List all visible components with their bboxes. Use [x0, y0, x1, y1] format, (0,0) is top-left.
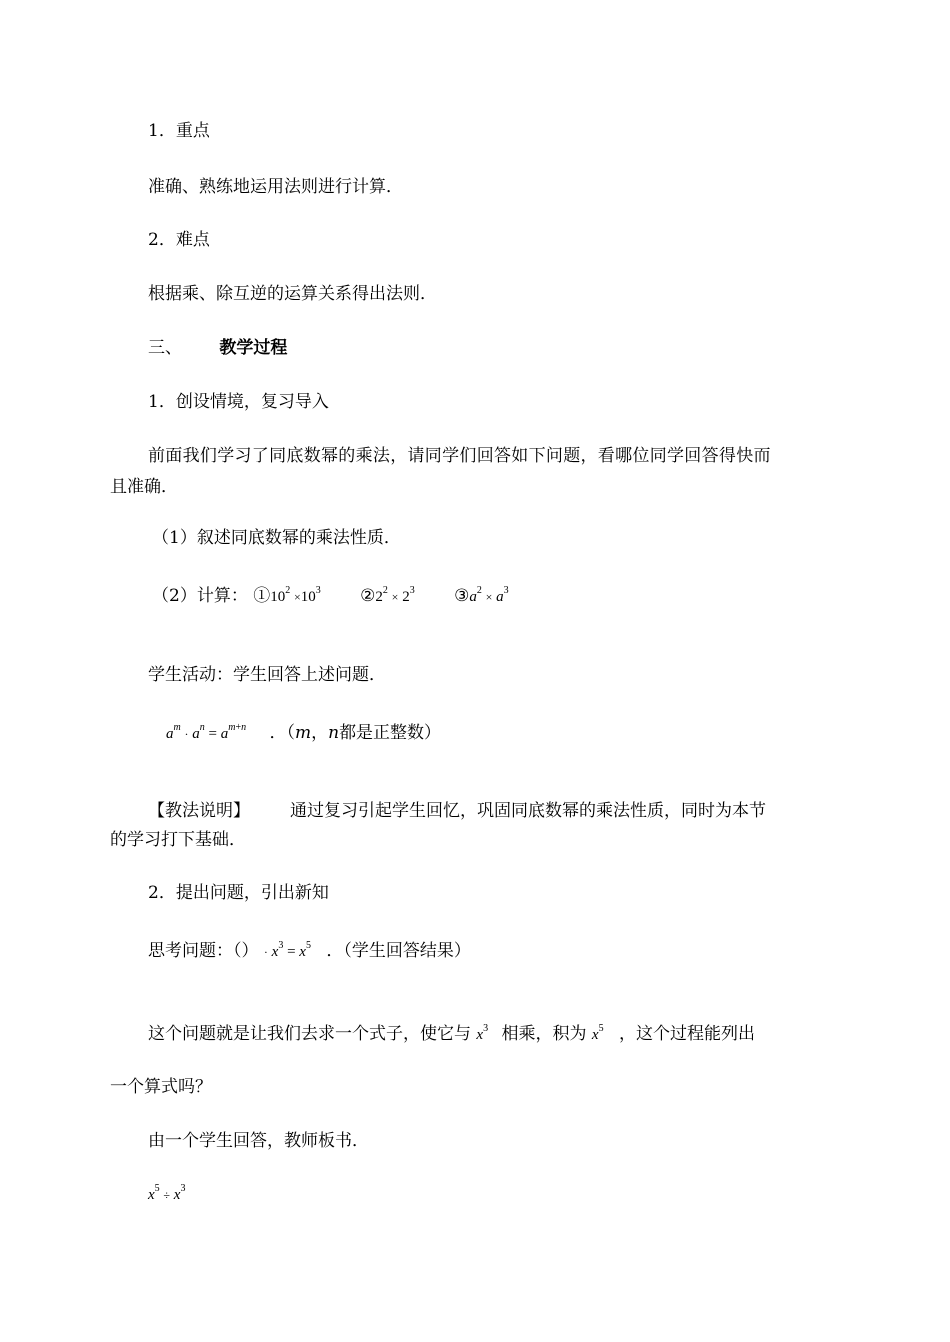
subheading: 1．创设情境，复习导入 [148, 392, 329, 412]
math-expression: $x^5 \div x^3$ [148, 1183, 186, 1203]
question-label: 思考问题：（） [148, 941, 259, 961]
teaching-note-text: 通过复习引起学生回忆，巩固同底数幂的乘法性质，同时为本节 [290, 801, 766, 821]
question-line [148, 940, 471, 963]
section-heading [148, 337, 287, 359]
circled-one: ① [253, 586, 271, 606]
question-label: （2）计算： [152, 586, 248, 606]
paragraph: 学生活动：学生回答上述问题． [148, 665, 386, 685]
heading-key-point: 1．重点 [148, 121, 210, 141]
math-formula: $a^m \cdot a^n = a^{m+n}$ [166, 722, 247, 742]
math-expression: · $x^3 = x^5$ [263, 940, 311, 960]
math-expression: $10^2 \times 10^3$ [270, 585, 321, 605]
heading-difficult-point: 2．难点 [148, 230, 210, 250]
circled-three: ③ [454, 586, 470, 606]
circled-two: ② [360, 586, 376, 606]
division-formula [148, 1183, 185, 1206]
math-expression: $x^5$ [591, 1023, 604, 1043]
paragraph-continuation: 一个算式吗？ [110, 1077, 212, 1097]
question-note: ．（学生回答结果） [326, 941, 471, 961]
section-number: 三、 [148, 338, 182, 358]
paragraph: 前面我们学习了同底数幂的乘法，请同学们回答如下问题，看哪位同学回答得快而 [148, 446, 771, 466]
paragraph-continuation: 的学习打下基础． [110, 830, 246, 850]
paragraph: 这个问题就是让我们去求一个式子，使它与 $x^3$ 相乘，积为 $x^5$ ，这个过程能列出 [148, 1023, 755, 1044]
question-item: （1）叙述同底数幂的乘法性质． [152, 528, 401, 548]
paragraph-continuation: 且准确． [110, 477, 178, 497]
math-expression: $a^2 \times a^3$ [469, 585, 509, 605]
paragraph: 根据乘、除互逆的运算关系得出法则． [148, 284, 437, 304]
math-expression: $x^3$ [476, 1023, 489, 1043]
question-item [152, 585, 509, 608]
formula-line [166, 722, 441, 745]
section-title: 教学过程 [219, 338, 288, 358]
teaching-note-tag: 【教法说明】 [148, 801, 250, 821]
paragraph: 准确、熟练地运用法则进行计算． [148, 177, 403, 197]
teaching-note [148, 800, 766, 822]
subheading: 2．提出问题，引出新知 [148, 883, 329, 903]
formula-note: ．（m，n都是正整数） [269, 723, 442, 743]
math-expression: $2^2 \times 2^3$ [375, 585, 415, 605]
paragraph: 由一个学生回答，教师板书． [148, 1131, 369, 1151]
